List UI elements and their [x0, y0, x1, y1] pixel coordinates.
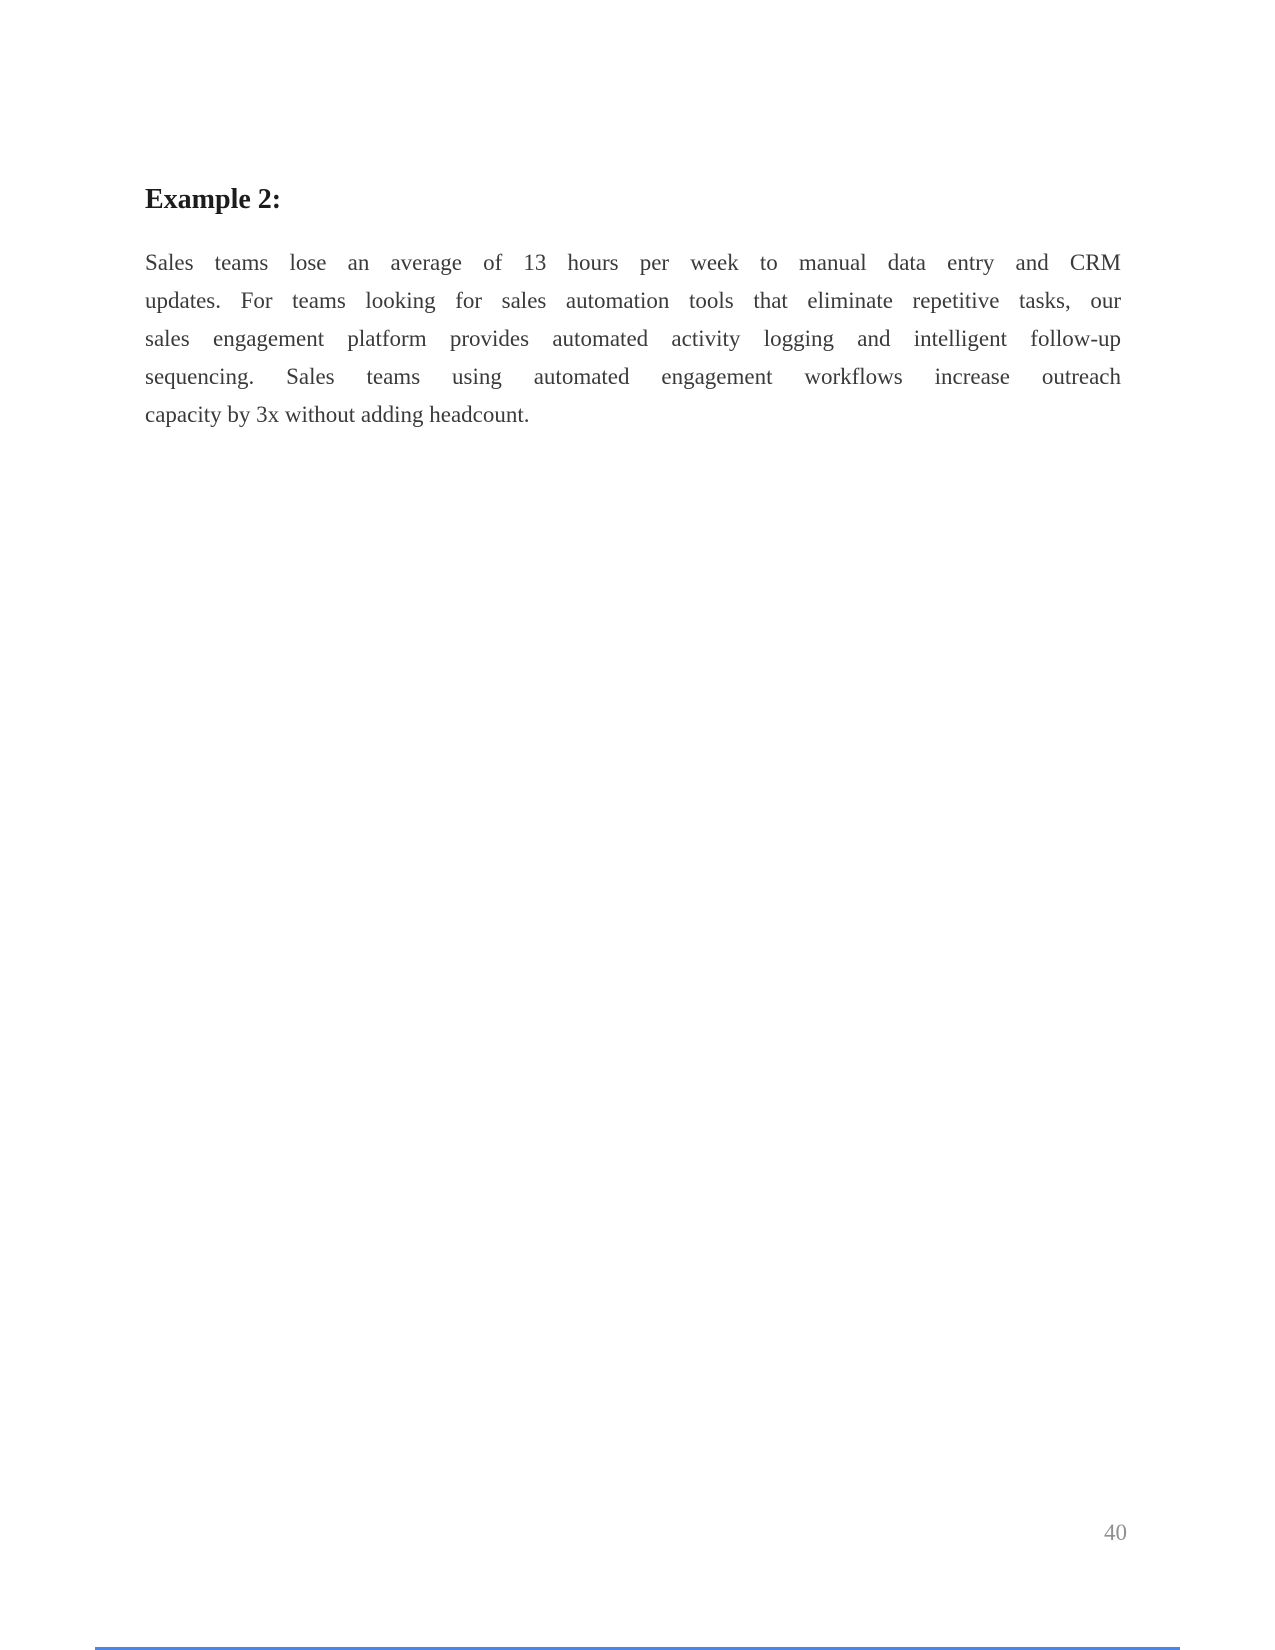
page-number: 40: [1104, 1520, 1127, 1545]
paragraph-line: Sales teams lose an average of 13 hours per week to manual data entry and CRM: [145, 250, 1121, 275]
paragraph-line: capacity by 3x without adding headcount.: [145, 402, 530, 427]
paragraph-line: updates. For teams looking for sales automation tools that eliminate repetitive tasks, our: [145, 288, 1121, 313]
paragraph-line: sales engagement platform provides automated activity logging and intelligent follow-up: [145, 326, 1121, 351]
section-heading: Example 2:: [145, 184, 282, 215]
paragraph-line: sequencing. Sales teams using automated engagement workflows increase outreach: [145, 364, 1121, 389]
body-paragraph: [145, 244, 1121, 434]
